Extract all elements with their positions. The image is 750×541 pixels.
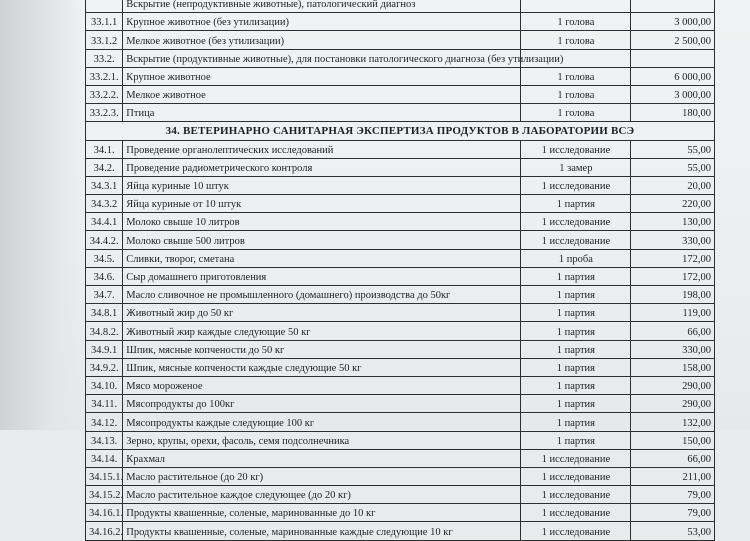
row-number: 33.2.: [86, 49, 123, 67]
row-unit: 1 исследование: [521, 449, 631, 467]
price-table-body: [86, 0, 715, 540]
table-row: [86, 0, 715, 13]
row-service-name: Шпик, мясные копчености каждые следующие 50 кг: [123, 358, 521, 376]
row-number: 34.3.2: [86, 195, 123, 213]
row-unit: 1 партия: [521, 431, 631, 449]
table-row: [86, 195, 715, 213]
row-price: 330,00: [631, 231, 715, 249]
row-service-name: Продукты квашенные, соленые, маринованные каждые следующие 10 кг: [123, 522, 521, 540]
row-unit: 1 исследование: [521, 176, 631, 194]
row-price: 2 500,00: [631, 31, 715, 49]
row-price: 150,00: [631, 431, 715, 449]
row-service-name: Молоко свыше 500 литров: [123, 231, 521, 249]
row-number: 34.12.: [86, 413, 123, 431]
row-price: 198,00: [631, 286, 715, 304]
table-row: [86, 486, 715, 504]
row-service-name: Молоко свыше 10 литров: [123, 213, 521, 231]
table-row: [86, 413, 715, 431]
row-unit: 1 проба: [521, 249, 631, 267]
row-service-name: Зерно, крупы, орехи, фасоль, семя подсолнечника: [123, 431, 521, 449]
row-unit: [521, 0, 631, 13]
row-price: 66,00: [631, 322, 715, 340]
row-unit: 1 партия: [521, 195, 631, 213]
row-unit: 1 партия: [521, 304, 631, 322]
row-price: 119,00: [631, 304, 715, 322]
row-price: 290,00: [631, 395, 715, 413]
table-row: [86, 522, 715, 540]
row-unit: 1 партия: [521, 267, 631, 285]
table-row: [86, 140, 715, 158]
table-row: [86, 504, 715, 522]
row-number: 34.9.2.: [86, 358, 123, 376]
row-price: 330,00: [631, 340, 715, 358]
row-number: 34.5.: [86, 249, 123, 267]
row-unit: 1 партия: [521, 358, 631, 376]
row-service-name: Мясопродукты до 100кг: [123, 395, 521, 413]
table-row: [86, 158, 715, 176]
row-service-name: Мелкое животное: [123, 85, 521, 103]
row-unit: 1 партия: [521, 322, 631, 340]
table-row: [86, 449, 715, 467]
table-row: [86, 49, 715, 67]
row-service-name: Крупное животное: [123, 67, 521, 85]
table-row: [86, 431, 715, 449]
row-service-name: Мелкое животное (без утилизации): [123, 31, 521, 49]
page-edge-shadow: [0, 0, 85, 430]
table-row: [86, 67, 715, 85]
table-row: [86, 358, 715, 376]
row-service-name: Животный жир каждые следующие 50 кг: [123, 322, 521, 340]
row-price: 55,00: [631, 158, 715, 176]
row-service-name: Масло сливочное не промышленного (домашнего) производства до 50кг: [123, 286, 521, 304]
row-price: 211,00: [631, 467, 715, 485]
row-service-name: Сливки, творог, сметана: [123, 249, 521, 267]
row-price: 66,00: [631, 449, 715, 467]
table-row: [86, 340, 715, 358]
row-unit: 1 исследование: [521, 504, 631, 522]
table-row: [86, 286, 715, 304]
row-price: [631, 0, 715, 13]
row-price: 158,00: [631, 358, 715, 376]
row-service-name: Мясопродукты каждые следующие 100 кг: [123, 413, 521, 431]
table-row: [86, 395, 715, 413]
section-title-cell: [86, 122, 715, 140]
row-number: 34.9.1: [86, 340, 123, 358]
table-row: [86, 104, 715, 122]
row-number: [86, 0, 123, 13]
row-service-name: Проведение органолептических исследований: [123, 140, 521, 158]
table-row: [86, 31, 715, 49]
table-row: [86, 176, 715, 194]
row-number: 34.8.1: [86, 304, 123, 322]
table-row: [86, 85, 715, 103]
row-number: 34.3.1: [86, 176, 123, 194]
row-price: 220,00: [631, 195, 715, 213]
row-service-name: Масло растительное каждое следующее (до 20 кг): [123, 486, 521, 504]
table-row: [86, 249, 715, 267]
row-service-name: Животный жир до 50 кг: [123, 304, 521, 322]
row-service-name: Продукты квашенные, соленые, маринованные до 10 кг: [123, 504, 521, 522]
row-number: 33.1.2: [86, 31, 123, 49]
row-number: 34.6.: [86, 267, 123, 285]
row-unit: 1 голова: [521, 13, 631, 31]
row-service-name: Шпик, мясные копчености до 50 кг: [123, 340, 521, 358]
row-unit: 1 голова: [521, 67, 631, 85]
row-unit: 1 голова: [521, 104, 631, 122]
row-price: 20,00: [631, 176, 715, 194]
row-price: 6 000,00: [631, 67, 715, 85]
row-unit: 1 партия: [521, 340, 631, 358]
row-unit: 1 партия: [521, 413, 631, 431]
row-service-name: Яйца куриные 10 штук: [123, 176, 521, 194]
price-table: [85, 0, 715, 541]
row-price: 180,00: [631, 104, 715, 122]
row-unit: 1 исследование: [521, 467, 631, 485]
row-unit: 1 голова: [521, 85, 631, 103]
section-title: 34. ВЕТЕРИНАРНО САНИТАРНАЯ ЭКСПЕРТИЗА ПРОДУКТОВ В ЛАБОРАТОРИИ ВСЭ: [165, 124, 635, 137]
row-service-name: Вскрытие (непродуктивные животные), патологический диагноз: [123, 0, 521, 13]
row-number: 33.2.1.: [86, 67, 123, 85]
row-number: 34.1.: [86, 140, 123, 158]
row-number: 34.4.1: [86, 213, 123, 231]
table-row: [86, 231, 715, 249]
row-service-name: Сыр домашнего приготовления: [123, 267, 521, 285]
row-service-name: Яйца куриные от 10 штук: [123, 195, 521, 213]
row-price: 3 000,00: [631, 13, 715, 31]
row-price: 172,00: [631, 267, 715, 285]
row-number: 34.16.1.: [86, 504, 123, 522]
row-price: 79,00: [631, 486, 715, 504]
row-number: 34.4.2.: [86, 231, 123, 249]
section-header-row: [86, 122, 715, 140]
row-price: 132,00: [631, 413, 715, 431]
row-service-name: Мясо мороженое: [123, 376, 521, 394]
row-price: 290,00: [631, 376, 715, 394]
row-unit: 1 исследование: [521, 213, 631, 231]
row-unit: 1 замер: [521, 158, 631, 176]
row-price: 3 000,00: [631, 85, 715, 103]
row-service-name: Птица: [123, 104, 521, 122]
row-number: 33.2.3.: [86, 104, 123, 122]
row-number: 34.13.: [86, 431, 123, 449]
table-row: [86, 213, 715, 231]
row-unit: 1 партия: [521, 376, 631, 394]
row-number: 33.1.1: [86, 13, 123, 31]
row-price: 130,00: [631, 213, 715, 231]
row-number: 34.2.: [86, 158, 123, 176]
row-number: 34.15.2.: [86, 486, 123, 504]
row-unit: 1 исследование: [521, 140, 631, 158]
table-row: [86, 267, 715, 285]
row-number: 34.15.1.: [86, 467, 123, 485]
table-row: [86, 467, 715, 485]
row-number: 34.10.: [86, 376, 123, 394]
row-service-name: Вскрытие (продуктивные животные), для постановки патологического диагноза (без утилизации): [123, 49, 521, 67]
row-number: 34.7.: [86, 286, 123, 304]
row-service-name: Проведение радиометрического контроля: [123, 158, 521, 176]
row-price: 55,00: [631, 140, 715, 158]
row-number: 34.11.: [86, 395, 123, 413]
row-price: 172,00: [631, 249, 715, 267]
row-service-name: Крупное животное (без утилизации): [123, 13, 521, 31]
table-row: [86, 13, 715, 31]
row-number: 34.14.: [86, 449, 123, 467]
row-unit: 1 исследование: [521, 522, 631, 540]
row-unit: 1 исследование: [521, 231, 631, 249]
row-service-name: Масло растительное (до 20 кг): [123, 467, 521, 485]
table-row: [86, 322, 715, 340]
row-number: 34.8.2.: [86, 322, 123, 340]
row-number: 34.16.2.: [86, 522, 123, 540]
row-price: 79,00: [631, 504, 715, 522]
row-number: 33.2.2.: [86, 85, 123, 103]
table-row: [86, 304, 715, 322]
row-unit: 1 исследование: [521, 486, 631, 504]
table-row: [86, 376, 715, 394]
row-unit: 1 партия: [521, 286, 631, 304]
row-service-name: Крахмал: [123, 449, 521, 467]
row-unit: 1 партия: [521, 395, 631, 413]
row-price: [631, 49, 715, 67]
row-price: 53,00: [631, 522, 715, 540]
row-unit: 1 голова: [521, 31, 631, 49]
